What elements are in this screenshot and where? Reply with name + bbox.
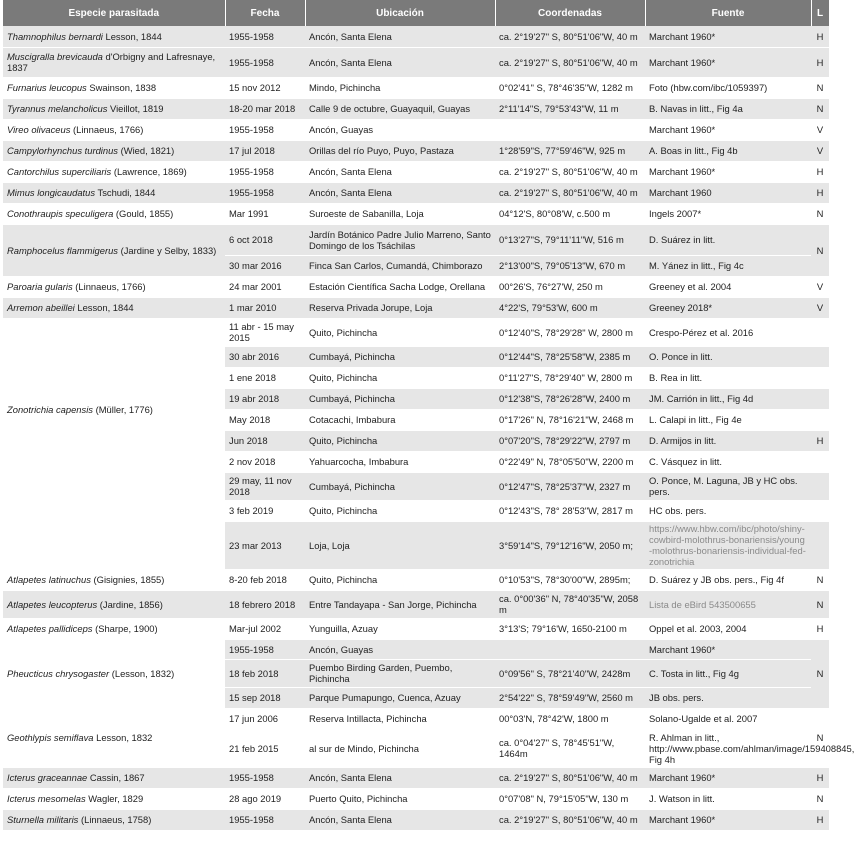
location-cell: Quito, Pichincha xyxy=(305,367,495,388)
source-cell: A. Boas in litt., Fig 4b xyxy=(645,140,811,161)
l-cell xyxy=(811,409,829,430)
source-cell: JM. Carrión in litt., Fig 4d xyxy=(645,388,811,409)
table-row xyxy=(3,639,829,659)
species-cell: Atlapetes leucopterus (Jardine, 1856) xyxy=(3,590,225,618)
location-cell: Reserva Privada Jorupe, Loja xyxy=(305,297,495,318)
date-cell: 1955-1958 xyxy=(225,809,305,830)
coordinates-cell: ca. 0°00'36" N, 78°40'35"W, 2058 m xyxy=(495,590,645,618)
coordinates-cell: 3°59'14"S, 79°12'16"W, 2050 m; xyxy=(495,521,645,569)
location-cell: Cumbayá, Pichincha xyxy=(305,346,495,367)
table-body xyxy=(3,26,854,830)
header-coordenadas: Coordenadas xyxy=(495,0,645,26)
source-cell: C. Vásquez in litt. xyxy=(645,451,811,472)
coordinates-cell xyxy=(495,639,645,659)
date-cell: 17 jul 2018 xyxy=(225,140,305,161)
table-row xyxy=(3,569,829,590)
table-row xyxy=(3,119,829,140)
header-l: L xyxy=(811,0,829,26)
species-cell: Atlapetes latinuchus (Gisignies, 1855) xyxy=(3,569,225,590)
location-cell: Puerto Quito, Pichincha xyxy=(305,788,495,809)
date-cell: 30 mar 2016 xyxy=(225,255,305,276)
table-row xyxy=(3,318,829,346)
table-row xyxy=(3,788,829,809)
date-cell: Mar 1991 xyxy=(225,203,305,224)
l-cell: H xyxy=(811,618,829,639)
coordinates-cell: 0°02'41" S, 78°46'35"W, 1282 m xyxy=(495,77,645,98)
coordinates-cell: 0°12'44"S, 78°25'58"W, 2385 m xyxy=(495,346,645,367)
date-cell: 24 mar 2001 xyxy=(225,276,305,297)
coordinates-cell: 0°12'43"S, 78° 28'53"W, 2817 m xyxy=(495,500,645,521)
date-cell: 2 nov 2018 xyxy=(225,451,305,472)
coordinates-cell: ca. 2°19'27" S, 80°51'06"W, 40 m xyxy=(495,182,645,203)
source-cell: B. Navas in litt., Fig 4a xyxy=(645,98,811,119)
coordinates-cell xyxy=(495,119,645,140)
date-cell: 1 mar 2010 xyxy=(225,297,305,318)
date-cell: 3 feb 2019 xyxy=(225,500,305,521)
source-cell: Marchant 1960* xyxy=(645,809,811,830)
coordinates-cell: ca. 2°19'27" S, 80°51'06"W, 40 m xyxy=(495,161,645,182)
l-cell xyxy=(811,318,829,346)
table-row xyxy=(3,809,829,830)
table-row xyxy=(3,77,829,98)
date-cell: 19 abr 2018 xyxy=(225,388,305,409)
l-cell: V xyxy=(811,297,829,318)
source-cell: Lista de eBird 543500655 xyxy=(645,590,811,618)
location-cell: Quito, Pichincha xyxy=(305,318,495,346)
source-cell: Greeney 2018* xyxy=(645,297,811,318)
coordinates-cell: ca. 2°19'27" S, 80°51'06"W, 40 m xyxy=(495,26,645,47)
table-row xyxy=(3,297,829,318)
table-row xyxy=(3,26,829,47)
date-cell: 1955-1958 xyxy=(225,47,305,77)
species-cell: Zonotrichia capensis (Müller, 1776) xyxy=(3,318,225,500)
location-cell: Ancón, Santa Elena xyxy=(305,26,495,47)
location-cell: Ancón, Santa Elena xyxy=(305,809,495,830)
location-cell: Jardín Botánico Padre Julio Marreno, Santo Domingo de los Tsáchilas xyxy=(305,224,495,255)
l-cell: H xyxy=(811,26,829,47)
l-cell: N xyxy=(811,98,829,119)
coordinates-cell: 1°28'59"S, 77°59'46"W, 925 m xyxy=(495,140,645,161)
species-cell: Conothraupis speculigera (Gould, 1855) xyxy=(3,203,225,224)
coordinates-cell: 4°22'S, 79°53'W, 600 m xyxy=(495,297,645,318)
location-cell: Quito, Pichincha xyxy=(305,500,495,521)
location-cell: Ancón, Santa Elena xyxy=(305,767,495,788)
l-cell: H xyxy=(811,430,829,451)
source-cell: Marchant 1960 xyxy=(645,182,811,203)
source-cell: JB obs. pers. xyxy=(645,687,811,708)
source-cell: L. Calapi in litt., Fig 4e xyxy=(645,409,811,430)
coordinates-cell: 0°07'20"S, 78°29'22"W, 2797 m xyxy=(495,430,645,451)
l-cell: N xyxy=(811,708,829,767)
l-cell: N xyxy=(811,77,829,98)
location-cell: Ancón, Santa Elena xyxy=(305,47,495,77)
table-row xyxy=(3,140,829,161)
source-cell: Marchant 1960* xyxy=(645,47,811,77)
source-cell: Foto (hbw.com/ibc/1059397) xyxy=(645,77,811,98)
source-cell: Greeney et al. 2004 xyxy=(645,276,811,297)
species-cell: Furnarius leucopus Swainson, 1838 xyxy=(3,77,225,98)
l-cell: V xyxy=(811,119,829,140)
date-cell: 1955-1958 xyxy=(225,119,305,140)
source-cell: J. Watson in litt. xyxy=(645,788,811,809)
source-cell: R. Ahlman in litt., http://www.pbase.com/ahlman/image/159408845, Fig 4h xyxy=(645,729,811,767)
header-fecha: Fecha xyxy=(225,0,305,26)
host-species-table xyxy=(3,0,854,831)
date-cell: 18-20 mar 2018 xyxy=(225,98,305,119)
species-cell: Icterus graceannae Cassin, 1867 xyxy=(3,767,225,788)
l-cell: H xyxy=(811,809,829,830)
l-cell xyxy=(811,367,829,388)
date-cell: 29 may, 11 nov 2018 xyxy=(225,472,305,500)
date-cell: 1 ene 2018 xyxy=(225,367,305,388)
coordinates-cell: 3°13'S; 79°16'W, 1650-2100 m xyxy=(495,618,645,639)
source-cell: B. Rea in litt. xyxy=(645,367,811,388)
location-cell: Suroeste de Sabanilla, Loja xyxy=(305,203,495,224)
species-cell: Arremon abeillei Lesson, 1844 xyxy=(3,297,225,318)
species-cell: Pheucticus chrysogaster (Lesson, 1832) xyxy=(3,639,225,708)
coordinates-cell: 0°12'40"S, 78°29'28" W, 2800 m xyxy=(495,318,645,346)
coordinates-cell: 0°22'49" N, 78°05'50"W, 2200 m xyxy=(495,451,645,472)
date-cell: 17 jun 2006 xyxy=(225,708,305,729)
species-cell: Campylorhynchus turdinus (Wied, 1821) xyxy=(3,140,225,161)
coordinates-cell: 0°10'53"S, 78°30'00"W, 2895m; xyxy=(495,569,645,590)
table-row xyxy=(3,500,829,521)
coordinates-cell: 04°12'S, 80°08'W, c.500 m xyxy=(495,203,645,224)
location-cell: Cotacachi, Imbabura xyxy=(305,409,495,430)
l-cell: N xyxy=(811,788,829,809)
location-cell: Yahuarcocha, Imbabura xyxy=(305,451,495,472)
source-cell: Marchant 1960* xyxy=(645,119,811,140)
date-cell: 8-20 feb 2018 xyxy=(225,569,305,590)
location-cell: Quito, Pichincha xyxy=(305,430,495,451)
location-cell: Cumbayá, Pichincha xyxy=(305,472,495,500)
coordinates-cell: 0°12'38"S, 78°26'28"W, 2400 m xyxy=(495,388,645,409)
species-cell: Muscigralla brevicauda d'Orbigny and Lafresnaye, 1837 xyxy=(3,47,225,77)
date-cell: 18 febrero 2018 xyxy=(225,590,305,618)
species-cell: Icterus mesomelas Wagler, 1829 xyxy=(3,788,225,809)
source-cell: M. Yánez in litt., Fig 4c xyxy=(645,255,811,276)
species-cell: Paroaria gularis (Linnaeus, 1766) xyxy=(3,276,225,297)
source-cell: Solano-Ugalde et al. 2007 xyxy=(645,708,811,729)
date-cell: 15 nov 2012 xyxy=(225,77,305,98)
coordinates-cell: 0°07'08" N, 79°15'05"W, 130 m xyxy=(495,788,645,809)
table-row xyxy=(3,276,829,297)
l-cell xyxy=(811,451,829,472)
l-cell: N xyxy=(811,569,829,590)
coordinates-cell: 2°11'14"S, 79°53'43"W, 11 m xyxy=(495,98,645,119)
source-cell: Marchant 1960* xyxy=(645,639,811,659)
date-cell: 11 abr - 15 may 2015 xyxy=(225,318,305,346)
location-cell: al sur de Mindo, Pichincha xyxy=(305,729,495,767)
species-cell: Vireo olivaceus (Linnaeus, 1766) xyxy=(3,119,225,140)
source-cell: Marchant 1960* xyxy=(645,161,811,182)
coordinates-cell: 00°26'S, 76°27'W, 250 m xyxy=(495,276,645,297)
date-cell: 28 ago 2019 xyxy=(225,788,305,809)
location-cell: Loja, Loja xyxy=(305,521,495,569)
species-cell: Ramphocelus flammigerus (Jardine y Selby, 1833) xyxy=(3,224,225,276)
coordinates-cell: 2°54'22" S, 78°59'49"W, 2560 m xyxy=(495,687,645,708)
table-row xyxy=(3,590,829,618)
location-cell: Estación Científica Sacha Lodge, Orellana xyxy=(305,276,495,297)
header-especie: Especie parasitada xyxy=(3,0,225,26)
source-cell: Marchant 1960* xyxy=(645,767,811,788)
date-cell: 30 abr 2016 xyxy=(225,346,305,367)
coordinates-cell: ca. 0°04'27" S, 78°45'51"W, 1464m xyxy=(495,729,645,767)
coordinates-cell: 0°11'27"S, 78°29'40" W, 2800 m xyxy=(495,367,645,388)
l-cell: N xyxy=(811,590,829,618)
table-row xyxy=(3,618,829,639)
source-cell: HC obs. pers. xyxy=(645,500,811,521)
table-row xyxy=(3,224,829,255)
species-cell: Geothlypis semiflava Lesson, 1832 xyxy=(3,708,225,767)
table-row xyxy=(3,767,829,788)
l-cell: N xyxy=(811,224,829,276)
species-cell: Tyrannus melancholicus Vieillot, 1819 xyxy=(3,98,225,119)
location-cell: Calle 9 de octubre, Guayaquil, Guayas xyxy=(305,98,495,119)
coordinates-cell: 00°03'N, 78°42'W, 1800 m xyxy=(495,708,645,729)
location-cell: Mindo, Pichincha xyxy=(305,77,495,98)
source-cell: Ingels 2007* xyxy=(645,203,811,224)
date-cell: 6 oct 2018 xyxy=(225,224,305,255)
header-fuente: Fuente xyxy=(645,0,811,26)
coordinates-cell: 0°17'26" N, 78°16'21"W, 2468 m xyxy=(495,409,645,430)
species-cell: Thamnophilus bernardi Lesson, 1844 xyxy=(3,26,225,47)
source-cell: C. Tosta in litt., Fig 4g xyxy=(645,659,811,687)
location-cell: Ancón, Guayas xyxy=(305,639,495,659)
source-cell: Marchant 1960* xyxy=(645,26,811,47)
l-cell: H xyxy=(811,161,829,182)
location-cell: Cumbayá, Pichincha xyxy=(305,388,495,409)
source-cell: D. Armijos in litt. xyxy=(645,430,811,451)
source-cell: D. Suárez y JB obs. pers., Fig 4f xyxy=(645,569,811,590)
location-cell: Finca San Carlos, Cumandá, Chimborazo xyxy=(305,255,495,276)
table-row xyxy=(3,203,829,224)
coordinates-cell: ca. 2°19'27" S, 80°51'06"W, 40 m xyxy=(495,809,645,830)
table-row xyxy=(3,708,829,729)
location-cell: Parque Pumapungo, Cuenca, Azuay xyxy=(305,687,495,708)
date-cell: 21 feb 2015 xyxy=(225,729,305,767)
l-cell: V xyxy=(811,276,829,297)
l-cell xyxy=(811,472,829,500)
date-cell: 15 sep 2018 xyxy=(225,687,305,708)
date-cell: 1955-1958 xyxy=(225,639,305,659)
l-cell xyxy=(811,388,829,409)
species-cell: Atlapetes pallidiceps (Sharpe, 1900) xyxy=(3,618,225,639)
coordinates-cell: 2°13'00"S, 79°05'13"W, 670 m xyxy=(495,255,645,276)
date-cell: 1955-1958 xyxy=(225,767,305,788)
date-cell: 1955-1958 xyxy=(225,26,305,47)
species-cell xyxy=(3,500,225,569)
location-cell: Orillas del río Puyo, Puyo, Pastaza xyxy=(305,140,495,161)
date-cell: 1955-1958 xyxy=(225,182,305,203)
coordinates-cell: 0°09'56" S, 78°21'40"W, 2428m xyxy=(495,659,645,687)
source-link-cell[interactable]: https://www.hbw.com/ibc/photo/shiny-cowbird-molothrus-bonariensis/young-molothrus-bonariensis-individual-fed-zonotrichia xyxy=(645,521,811,569)
date-cell: May 2018 xyxy=(225,409,305,430)
table-row xyxy=(3,182,829,203)
location-cell: Quito, Pichincha xyxy=(305,569,495,590)
species-cell: Mimus longicaudatus Tschudi, 1844 xyxy=(3,182,225,203)
l-cell: H xyxy=(811,47,829,77)
location-cell: Reserva Intillacta, Pichincha xyxy=(305,708,495,729)
location-cell: Ancón, Santa Elena xyxy=(305,182,495,203)
coordinates-cell: ca. 2°19'27" S, 80°51'06"W, 40 m xyxy=(495,47,645,77)
species-cell: Cantorchilus superciliaris (Lawrence, 1869) xyxy=(3,161,225,182)
table-row xyxy=(3,47,829,77)
date-cell: Jun 2018 xyxy=(225,430,305,451)
source-cell: O. Ponce, M. Laguna, JB y HC obs. pers. xyxy=(645,472,811,500)
source-cell: Crespo-Pérez et al. 2016 xyxy=(645,318,811,346)
header-row xyxy=(3,0,829,26)
source-cell: O. Ponce in litt. xyxy=(645,346,811,367)
l-cell: N xyxy=(811,639,829,708)
l-cell: H xyxy=(811,767,829,788)
l-cell xyxy=(811,500,829,521)
coordinates-cell: ca. 2°19'27" S, 80°51'06"W, 40 m xyxy=(495,767,645,788)
date-cell: 23 mar 2013 xyxy=(225,521,305,569)
l-cell: H xyxy=(811,182,829,203)
l-cell: N xyxy=(811,203,829,224)
location-cell: Puembo Birding Garden, Puembo, Pichincha xyxy=(305,659,495,687)
date-cell: 1955-1958 xyxy=(225,161,305,182)
l-cell xyxy=(811,521,829,569)
source-cell: D. Suárez in litt. xyxy=(645,224,811,255)
header-ubicacion: Ubicación xyxy=(305,0,495,26)
location-cell: Ancón, Santa Elena xyxy=(305,161,495,182)
l-cell xyxy=(811,346,829,367)
table-row xyxy=(3,98,829,119)
l-cell: V xyxy=(811,140,829,161)
location-cell: Ancón, Guayas xyxy=(305,119,495,140)
species-cell: Sturnella militaris (Linnaeus, 1758) xyxy=(3,809,225,830)
date-cell: 18 feb 2018 xyxy=(225,659,305,687)
location-cell: Entre Tandayapa - San Jorge, Pichincha xyxy=(305,590,495,618)
coordinates-cell: 0°13'27"S, 79°11'11"W, 516 m xyxy=(495,224,645,255)
date-cell: Mar-jul 2002 xyxy=(225,618,305,639)
source-cell: Oppel et al. 2003, 2004 xyxy=(645,618,811,639)
table-row xyxy=(3,161,829,182)
coordinates-cell: 0°12'47"S, 78°25'37"W, 2327 m xyxy=(495,472,645,500)
location-cell: Yunguilla, Azuay xyxy=(305,618,495,639)
